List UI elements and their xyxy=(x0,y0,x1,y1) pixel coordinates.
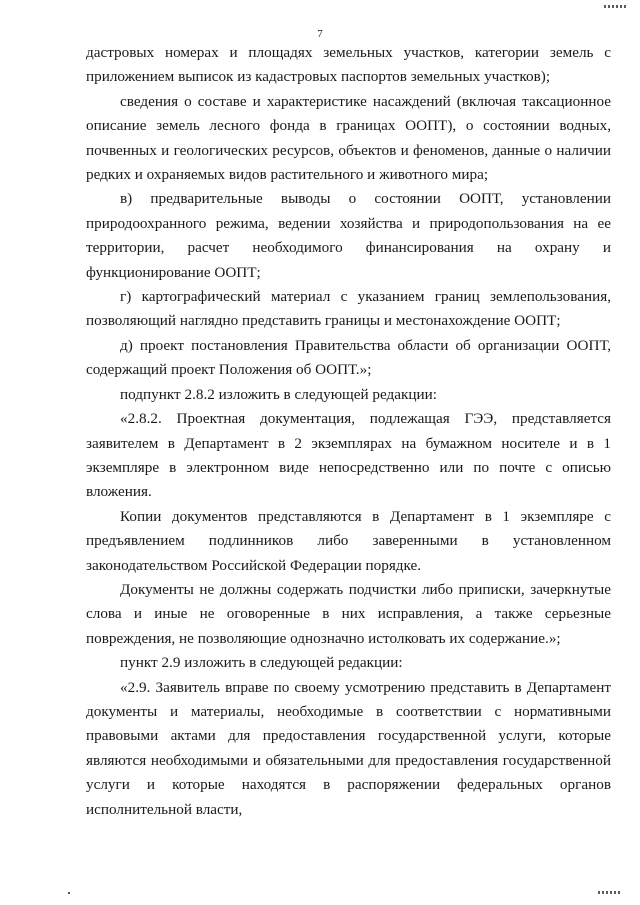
paragraph-subclause-2-8-2: «2.8.2. Проектная документация, подлежащая ГЭЭ, представляется заявителем в Департамент в 2 экземплярах на бумажном носителе и в 1 экземпляре в электронном виде непосредственно или по почте с описью вложения. xyxy=(86,410,611,501)
paragraph-item-d: д) проект постановления Правительства области об организации ООПТ, содержащий проект Положения об ООПТ.»; xyxy=(86,336,611,379)
paragraph-clause-2-9-intro: пункт 2.9 изложить в следующей редакции: xyxy=(120,654,403,672)
scan-artifact-top xyxy=(604,5,626,8)
paragraph-item-v: в) предварительные выводы о состоянии ООПТ, установлении природоохранного режима, ведении хозяйства и природопользования на ее территории, расчет необходимого финансирования на охрану и функционирование ООПТ; xyxy=(86,190,611,281)
paragraph-subclause-2-8-2-intro: подпункт 2.8.2 изложить в следующей редакции: xyxy=(120,385,437,403)
paragraph-cadastral-continuation: дастровых номерах и площадях земельных участков, категории земель с приложением выписок из кадастровых паспортов земельных участков); xyxy=(86,44,611,86)
paragraph-document-copies: Копии документов представляются в Департамент в 1 экземпляре с предъявлением подлинников либо заверенными в установленном законодательством Российской Федерации порядке. xyxy=(86,507,611,574)
scan-artifact-dot xyxy=(68,892,70,894)
paragraph-document-requirements: Документы не должны содержать подчистки либо приписки, зачеркнутые слова и иные не оговоренные в них исправления, а также серьезные повреждения, не позволяющие однозначно истолковать их содержание.»; xyxy=(86,580,611,647)
paragraph-item-g: г) картографический материал с указанием границ землепользования, позволяющий наглядно представить границы и местонахождение ООПТ; xyxy=(86,288,611,330)
page-number: 7 xyxy=(317,28,323,40)
paragraph-vegetation-info: сведения о составе и характеристике насаждений (включая таксационное описание земель лесного фонда в границах ООПТ), о состоянии водных, почвенных и геологических ресурсов, объектов и феноменов, данные о наличии редких и охраняемых видов растительного и животного мира; xyxy=(86,92,611,184)
paragraph-clause-2-9: «2.9. Заявитель вправе по своему усмотрению представить в Департамент документы и материалы, необходимые в соответствии с нормативными правовыми актами для предоставления государственной услуги, которые являются необходимыми и обязательными для предоставления государственной услуги и которые находятся в распоряжении федеральных органов исполнительной власти, xyxy=(86,678,611,818)
document-body xyxy=(86,41,611,822)
scan-artifact-bottom xyxy=(598,891,620,894)
